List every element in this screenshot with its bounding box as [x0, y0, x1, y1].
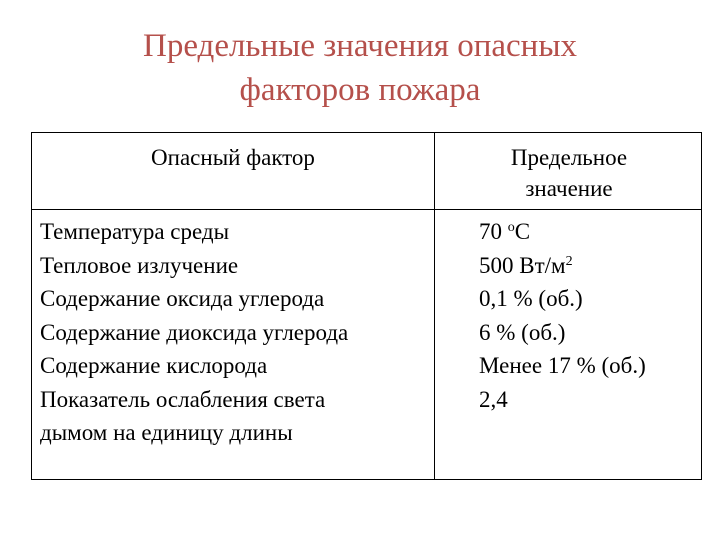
value-heat-radiation — [479, 249, 646, 283]
value-temperature-number: 70 — [479, 219, 508, 244]
slide-title — [0, 24, 720, 112]
value-carbon-dioxide: 6 % (об.) — [479, 319, 566, 345]
value-heat-radiation-exponent: 2 — [565, 253, 573, 269]
header-factor: Опасный фактор — [151, 145, 315, 170]
value-temperature — [479, 215, 646, 249]
factor-oxygen: Содержание кислорода — [40, 353, 268, 378]
value-oxygen: Менее 17 % (об.) — [479, 353, 646, 378]
factors-column — [40, 215, 348, 450]
header-limit-value-line-2: значение — [525, 176, 613, 201]
value-carbon-monoxide: 0,1 % (об.) — [479, 286, 583, 311]
factor-temperature: Температура среды — [40, 219, 230, 244]
value-temperature-degree: o — [507, 220, 515, 235]
value-temperature-unit: С — [514, 219, 531, 244]
hazard-limits-table — [31, 132, 702, 480]
header-limit-value — [435, 142, 703, 204]
factor-carbon-dioxide: Содержание диоксида углерода — [40, 319, 349, 345]
value-heat-radiation-number: 500 Вт/м — [479, 252, 566, 278]
factor-heat-radiation: Тепловое излучение — [40, 252, 239, 278]
values-column — [479, 215, 646, 416]
factor-light-attenuation-continued: дымом на единицу длины — [40, 420, 293, 445]
factor-light-attenuation: Показатель ослабления света — [40, 386, 326, 412]
slide-title-line-1: Предельные значения опасных — [142, 28, 578, 64]
value-light-attenuation: 2,4 — [479, 386, 508, 412]
factor-carbon-monoxide: Содержание оксида углерода — [40, 286, 325, 311]
header-limit-value-line-1: Предельное — [510, 145, 628, 170]
header-row-divider — [32, 209, 701, 210]
slide-title-line-2: факторов пожара — [239, 72, 481, 108]
